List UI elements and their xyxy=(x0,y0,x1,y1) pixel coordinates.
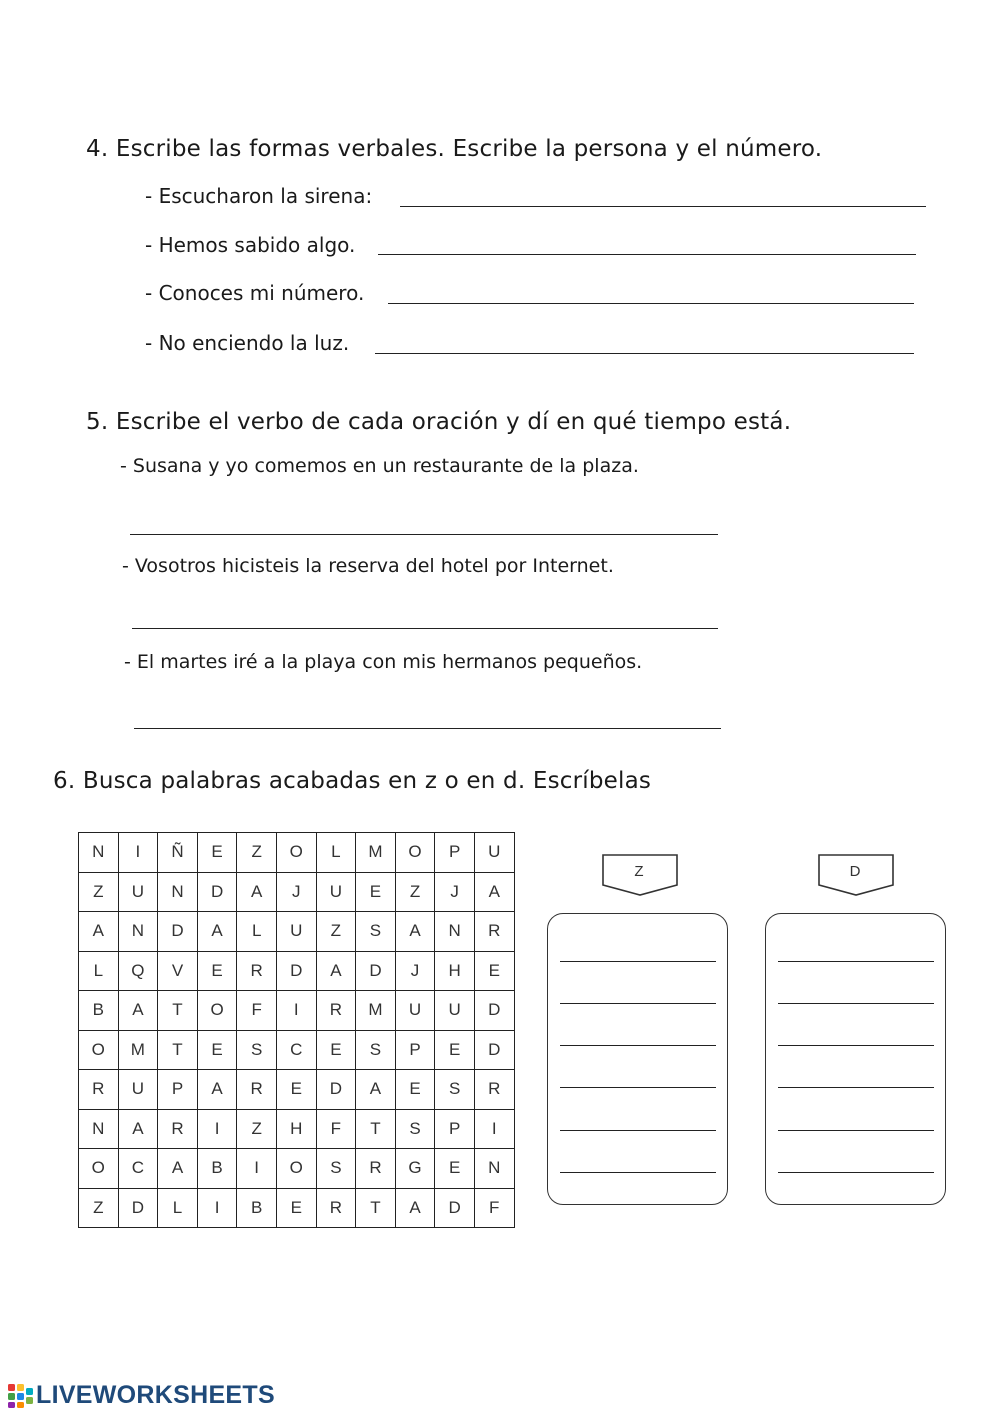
grid-cell[interactable]: N xyxy=(158,872,198,912)
grid-cell[interactable]: Z xyxy=(79,1188,119,1228)
grid-cell[interactable]: N xyxy=(435,912,475,952)
grid-cell[interactable]: Z xyxy=(237,1109,277,1149)
q5-heading: 5. Escribe el verbo de cada oración y dí en qué tiempo está. xyxy=(86,409,792,435)
q5-answer-line-3 xyxy=(134,728,721,729)
grid-cell[interactable]: J xyxy=(395,951,435,991)
grid-cell[interactable]: A xyxy=(474,872,514,912)
grid-row xyxy=(79,1109,515,1149)
grid-cell[interactable]: R xyxy=(316,1188,356,1228)
grid-cell[interactable]: E xyxy=(435,1149,475,1189)
grid-cell[interactable]: U xyxy=(118,1070,158,1110)
grid-cell[interactable]: Ñ xyxy=(158,833,198,873)
grid-cell[interactable]: Z xyxy=(395,872,435,912)
grid-cell[interactable]: R xyxy=(474,912,514,952)
grid-cell[interactable]: H xyxy=(435,951,475,991)
q5-sentence-3: - El martes iré a la playa con mis hermanos pequeños. xyxy=(124,651,643,673)
q5-answer-line-1 xyxy=(130,534,718,535)
q4-item-1: - Escucharon la sirena: xyxy=(145,184,373,208)
grid-cell[interactable]: A xyxy=(79,912,119,952)
grid-row xyxy=(79,991,515,1031)
grid-cell[interactable]: N xyxy=(79,1109,119,1149)
grid-cell[interactable]: E xyxy=(276,1188,316,1228)
grid-row xyxy=(79,1149,515,1189)
grid-cell[interactable]: N xyxy=(474,1149,514,1189)
grid-cell[interactable]: O xyxy=(197,991,237,1031)
d-answer-line[interactable] xyxy=(778,1087,934,1088)
q4-answer-line-3 xyxy=(388,303,914,304)
footer-brand xyxy=(8,1381,275,1410)
grid-cell[interactable]: I xyxy=(237,1149,277,1189)
grid-cell[interactable]: J xyxy=(435,872,475,912)
q4-answer-line-4 xyxy=(375,353,914,354)
d-answer-line[interactable] xyxy=(778,961,934,962)
grid-cell[interactable]: U xyxy=(118,872,158,912)
grid-cell[interactable]: A xyxy=(316,951,356,991)
grid-cell[interactable]: O xyxy=(79,1030,119,1070)
d-column-label: D xyxy=(849,863,861,880)
grid-cell[interactable]: M xyxy=(356,833,396,873)
grid-cell[interactable]: T xyxy=(356,1188,396,1228)
grid-cell[interactable]: R xyxy=(158,1109,198,1149)
z-answer-line[interactable] xyxy=(560,1130,716,1131)
liveworksheets-logo-icon xyxy=(8,1384,34,1408)
grid-cell[interactable]: A xyxy=(395,1188,435,1228)
grid-cell[interactable]: D xyxy=(474,1030,514,1070)
grid-cell[interactable]: P xyxy=(395,1030,435,1070)
grid-cell[interactable]: D xyxy=(158,912,198,952)
grid-cell[interactable]: C xyxy=(118,1149,158,1189)
grid-cell[interactable]: B xyxy=(237,1188,277,1228)
grid-cell[interactable]: T xyxy=(158,1030,198,1070)
grid-cell[interactable]: J xyxy=(276,872,316,912)
grid-cell[interactable]: S xyxy=(356,912,396,952)
q5-sentence-2: - Vosotros hicisteis la reserva del hotel por Internet. xyxy=(122,555,614,577)
grid-cell[interactable]: O xyxy=(276,833,316,873)
d-words-box xyxy=(765,913,946,1205)
grid-cell[interactable]: S xyxy=(237,1030,277,1070)
d-column-tag xyxy=(818,854,894,896)
z-answer-line[interactable] xyxy=(560,1087,716,1088)
grid-cell[interactable]: P xyxy=(435,1109,475,1149)
grid-cell[interactable]: A xyxy=(197,912,237,952)
q5-answer-input-1[interactable] xyxy=(130,506,718,533)
grid-cell[interactable]: E xyxy=(356,872,396,912)
grid-cell[interactable]: A xyxy=(356,1070,396,1110)
grid-cell[interactable]: D xyxy=(276,951,316,991)
grid-cell[interactable]: U xyxy=(316,872,356,912)
grid-cell[interactable]: S xyxy=(316,1149,356,1189)
grid-row xyxy=(79,912,515,952)
grid-cell[interactable]: D xyxy=(197,872,237,912)
grid-cell[interactable]: R xyxy=(237,1070,277,1110)
grid-cell[interactable]: P xyxy=(435,833,475,873)
grid-cell[interactable]: U xyxy=(395,991,435,1031)
grid-row xyxy=(79,1030,515,1070)
grid-cell[interactable]: M xyxy=(118,1030,158,1070)
d-answer-line[interactable] xyxy=(778,1003,934,1004)
q4-answer-input-4[interactable] xyxy=(375,327,914,352)
z-answer-line[interactable] xyxy=(560,1045,716,1046)
grid-row xyxy=(79,1188,515,1228)
grid-cell[interactable]: F xyxy=(474,1188,514,1228)
grid-cell[interactable]: T xyxy=(158,991,198,1031)
grid-cell[interactable]: R xyxy=(356,1149,396,1189)
q4-answer-input-2[interactable] xyxy=(378,228,916,253)
grid-cell[interactable]: U xyxy=(276,912,316,952)
d-answer-line[interactable] xyxy=(778,1172,934,1173)
d-answer-line[interactable] xyxy=(778,1045,934,1046)
grid-cell[interactable]: E xyxy=(197,833,237,873)
grid-cell[interactable]: Z xyxy=(237,833,277,873)
grid-cell[interactable]: L xyxy=(158,1188,198,1228)
grid-cell[interactable]: E xyxy=(395,1070,435,1110)
q5-sentence-1: - Susana y yo comemos en un restaurante de la plaza. xyxy=(120,455,639,477)
grid-cell[interactable]: R xyxy=(474,1070,514,1110)
grid-cell[interactable]: S xyxy=(395,1109,435,1149)
grid-cell[interactable]: A xyxy=(118,1109,158,1149)
grid-cell[interactable]: I xyxy=(474,1109,514,1149)
grid-cell[interactable]: B xyxy=(197,1149,237,1189)
grid-cell[interactable]: I xyxy=(197,1109,237,1149)
grid-cell[interactable]: N xyxy=(118,912,158,952)
grid-cell[interactable]: O xyxy=(395,833,435,873)
q4-answer-line-1 xyxy=(400,206,926,207)
grid-cell[interactable]: C xyxy=(276,1030,316,1070)
z-answer-line[interactable] xyxy=(560,1172,716,1173)
q4-item-3: - Conoces mi número. xyxy=(145,281,365,305)
grid-cell[interactable]: G xyxy=(395,1149,435,1189)
grid-cell[interactable]: B xyxy=(79,991,119,1031)
grid-cell[interactable]: F xyxy=(316,1109,356,1149)
grid-cell[interactable]: A xyxy=(395,912,435,952)
q5-answer-input-3[interactable] xyxy=(134,700,721,727)
footer-brand-text: LIVEWORKSHEETS xyxy=(36,1381,275,1409)
z-column-tag xyxy=(602,854,678,896)
z-words-box xyxy=(547,913,728,1205)
grid-cell[interactable]: Q xyxy=(118,951,158,991)
grid-row xyxy=(79,951,515,991)
grid-cell[interactable]: A xyxy=(158,1149,198,1189)
grid-cell[interactable]: T xyxy=(356,1109,396,1149)
grid-row xyxy=(79,833,515,873)
grid-cell[interactable]: Z xyxy=(79,872,119,912)
grid-cell[interactable]: A xyxy=(118,991,158,1031)
grid-cell[interactable]: D xyxy=(474,991,514,1031)
grid-cell[interactable]: I xyxy=(276,991,316,1031)
grid-cell[interactable]: O xyxy=(276,1149,316,1189)
q4-answer-input-1[interactable] xyxy=(400,180,926,205)
grid-cell[interactable]: S xyxy=(356,1030,396,1070)
d-answer-line[interactable] xyxy=(778,1130,934,1131)
grid-row xyxy=(79,1070,515,1110)
grid-cell[interactable]: H xyxy=(276,1109,316,1149)
q4-answer-input-3[interactable] xyxy=(388,277,914,302)
grid-cell[interactable]: U xyxy=(435,991,475,1031)
grid-cell[interactable]: Z xyxy=(316,912,356,952)
q6-heading: 6. Busca palabras acabadas en z o en d. Escríbelas xyxy=(53,768,652,794)
grid-cell[interactable]: R xyxy=(79,1070,119,1110)
word-search-grid xyxy=(78,832,515,1228)
grid-cell[interactable]: A xyxy=(197,1070,237,1110)
grid-cell[interactable]: V xyxy=(158,951,198,991)
grid-cell[interactable]: I xyxy=(118,833,158,873)
grid-cell[interactable]: A xyxy=(237,872,277,912)
grid-cell[interactable]: L xyxy=(79,951,119,991)
z-column-label: Z xyxy=(634,863,644,880)
grid-cell[interactable]: D xyxy=(356,951,396,991)
q5-answer-line-2 xyxy=(132,628,718,629)
grid-cell[interactable]: D xyxy=(118,1188,158,1228)
q4-heading: 4. Escribe las formas verbales. Escribe la persona y el número. xyxy=(86,136,823,162)
grid-cell[interactable]: R xyxy=(316,991,356,1031)
grid-cell[interactable]: L xyxy=(316,833,356,873)
q4-answer-line-2 xyxy=(378,254,916,255)
grid-cell[interactable]: O xyxy=(79,1149,119,1189)
z-answer-line[interactable] xyxy=(560,1003,716,1004)
grid-cell[interactable]: D xyxy=(435,1188,475,1228)
z-answer-line[interactable] xyxy=(560,961,716,962)
grid-cell[interactable]: L xyxy=(237,912,277,952)
grid-cell[interactable]: E xyxy=(474,951,514,991)
grid-cell[interactable]: F xyxy=(237,991,277,1031)
grid-cell[interactable]: U xyxy=(474,833,514,873)
q5-answer-input-2[interactable] xyxy=(132,600,718,627)
q4-item-2: - Hemos sabido algo. xyxy=(145,233,356,257)
grid-cell[interactable]: M xyxy=(356,991,396,1031)
grid-cell[interactable]: P xyxy=(158,1070,198,1110)
grid-cell[interactable]: E xyxy=(197,951,237,991)
grid-cell[interactable]: R xyxy=(237,951,277,991)
q4-item-4: - No enciendo la luz. xyxy=(145,331,350,355)
grid-cell[interactable]: N xyxy=(79,833,119,873)
grid-cell[interactable]: D xyxy=(316,1070,356,1110)
grid-cell[interactable]: E xyxy=(197,1030,237,1070)
grid-cell[interactable]: I xyxy=(197,1188,237,1228)
grid-cell[interactable]: S xyxy=(435,1070,475,1110)
grid-cell[interactable]: E xyxy=(435,1030,475,1070)
grid-cell[interactable]: E xyxy=(316,1030,356,1070)
grid-cell[interactable]: E xyxy=(276,1070,316,1110)
grid-row xyxy=(79,872,515,912)
